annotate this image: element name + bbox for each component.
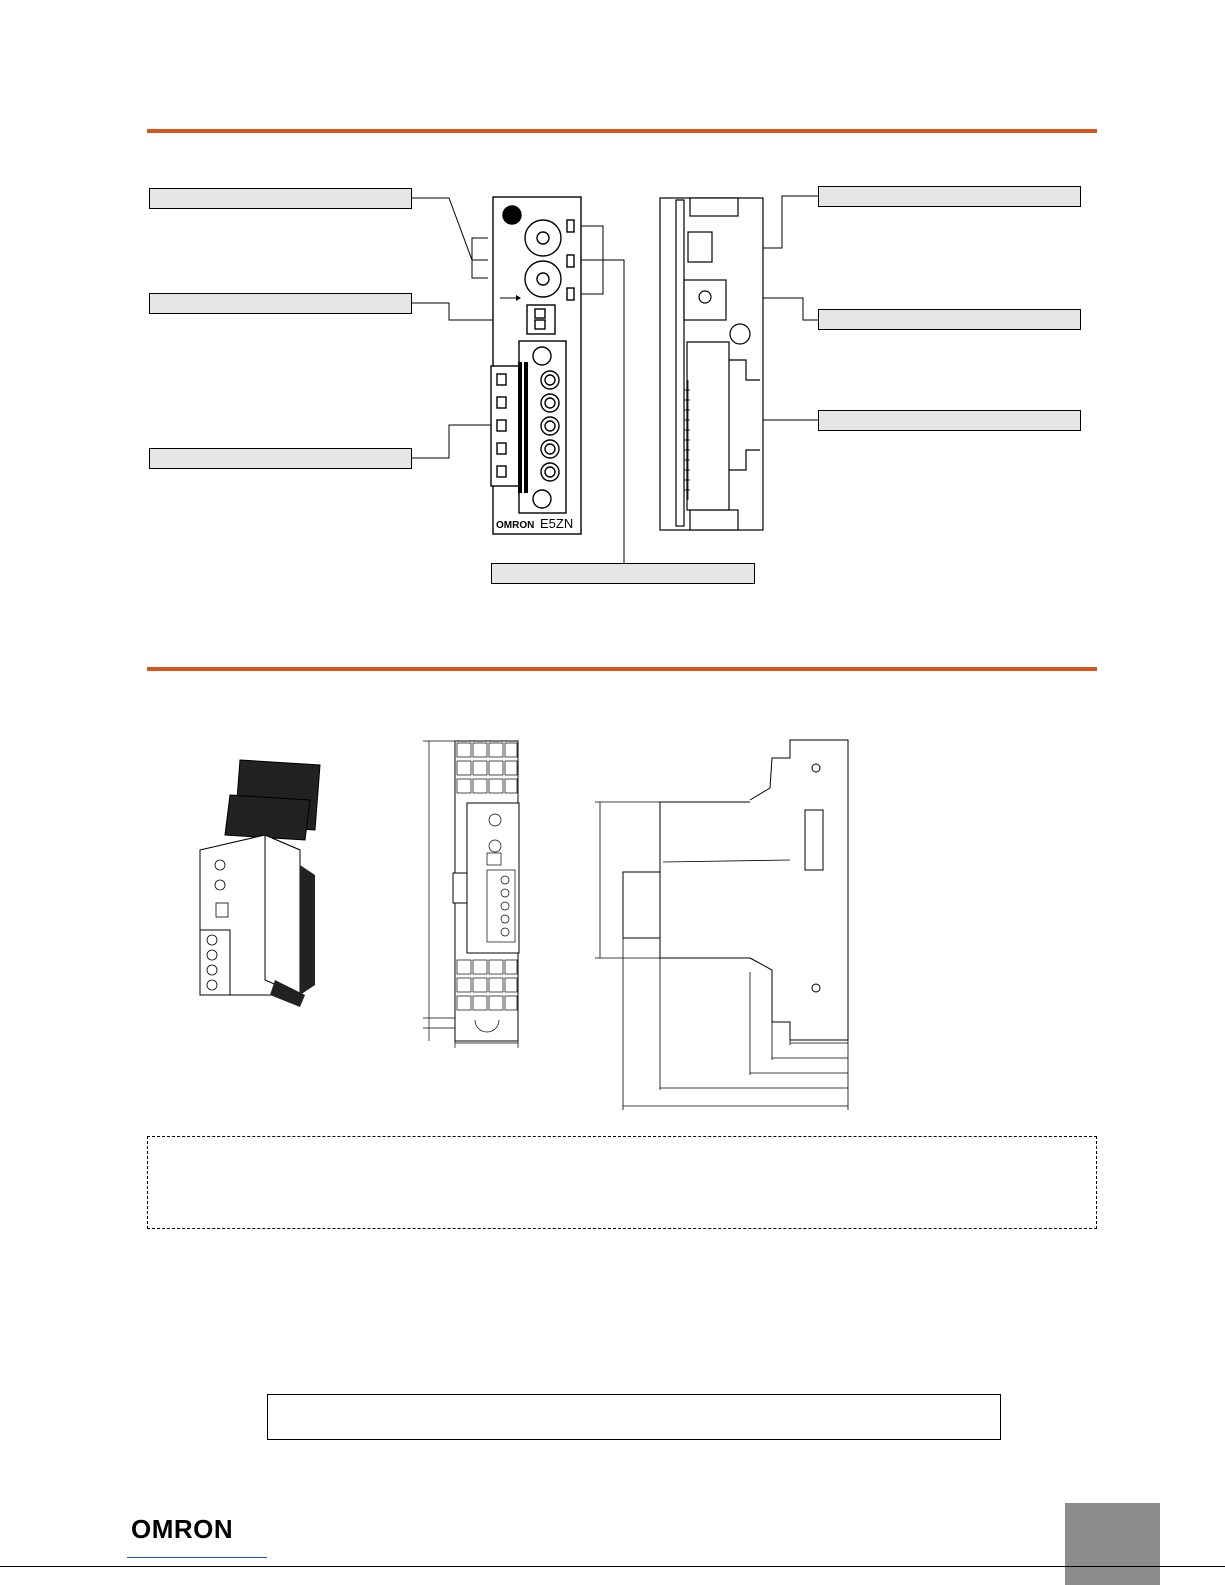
page-number-tab — [1065, 1503, 1160, 1585]
section-rule-middle — [147, 667, 1097, 671]
isometric-drawing — [180, 755, 340, 1015]
dashed-note-box — [147, 1136, 1097, 1229]
footer-link-underline[interactable] — [127, 1557, 267, 1558]
notice-box — [267, 1394, 1001, 1440]
panel-model-text: E5ZN — [540, 516, 574, 531]
omron-logo: OMRON — [131, 1514, 234, 1544]
front-dimension-drawing — [415, 738, 535, 1058]
panel-brand-text: OMRON — [496, 520, 535, 531]
front-panel-diagram — [0, 0, 1225, 600]
side-dimension-drawing — [600, 740, 850, 1120]
footer-rule — [0, 1566, 1225, 1567]
